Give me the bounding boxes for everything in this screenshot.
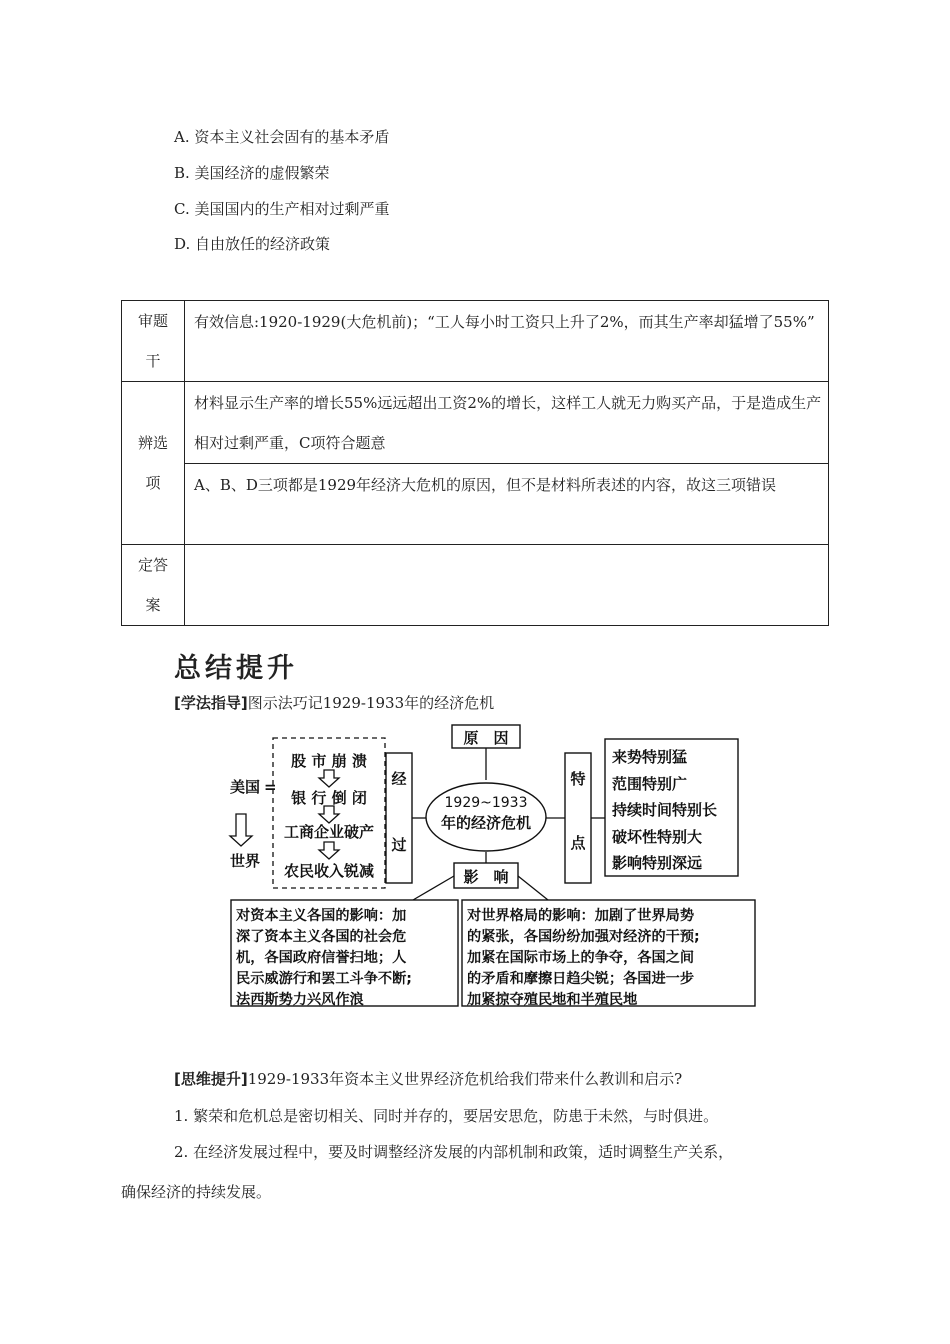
crisis-diagram	[228, 722, 758, 1012]
distinguish-text-c: 材料显示生产率的增长55%远远超出工资2%的增长，这样工人就无力购买产品，于是造成生产相对过剩严重，C项符合题意	[185, 382, 829, 464]
arrow-down-large-icon	[230, 814, 252, 846]
impact-right-line: 的紧张，各国纷纷加强对经济的干预;	[467, 929, 700, 945]
label-examine-stem: 审题干	[122, 301, 185, 382]
stage-business-bankrupt: 工商企业破产	[283, 823, 375, 841]
summary-heading: 总结提升	[174, 653, 298, 684]
arrow-down-icon	[319, 770, 339, 787]
option-b: B. 美国经济的虚假繁荣	[174, 164, 330, 182]
stage-stock-crash: 股 市 崩 溃	[291, 752, 367, 770]
impact-left-line: 法西斯势力兴风作浪	[236, 992, 364, 1008]
label-distinguish-options: 辨选项	[122, 382, 185, 545]
impact-right-line: 对世界格局的影响：加剧了世界局势	[467, 908, 695, 924]
method-guide-text: 图示法巧记1929-1933年的经济危机	[247, 694, 495, 712]
arrow-down-icon	[319, 842, 339, 859]
feature-char-2: 点	[570, 834, 586, 852]
arrow-down-icon	[319, 806, 339, 823]
impact-left-line: 深了资本主义各国的社会危	[236, 929, 407, 945]
label-world: 世界	[230, 852, 261, 870]
impact-right-line: 的矛盾和摩擦日趋尖锐；各国进一步	[467, 971, 695, 987]
option-d: D. 自由放任的经济政策	[174, 235, 331, 253]
impact-left-line: 对资本主义各国的影响：加	[236, 908, 407, 924]
process-char-2: 过	[391, 836, 407, 854]
feature-item: 影响特别深远	[612, 854, 703, 872]
label-answer: 定答案	[122, 545, 185, 626]
thinking-question-text: 1929-1933年资本主义世界经济危机给我们带来什么教训和启示?	[247, 1070, 683, 1088]
lesson-2: 2. 在经济发展过程中，要及时调整经济发展的内部机制和政策，适时调整生产关系，	[174, 1143, 734, 1161]
impact-left-line: 机，各国政府信誉扫地；人	[236, 950, 407, 966]
impact-right-line: 加紧掠夺殖民地和半殖民地	[467, 992, 638, 1008]
examine-stem-text: 有效信息:1920-1929(大危机前)；“工人每小时工资只上升了2%，而其生产率却猛增了55%”	[185, 301, 829, 382]
equals-mark: =	[264, 778, 277, 796]
analysis-table	[121, 300, 829, 626]
cause-label: 原 因	[463, 729, 509, 747]
distinguish-text-abd: A、B、D三项都是1929年经济大危机的原因，但不是材料所表述的内容，故这三项错误	[185, 464, 829, 545]
thinking-question	[174, 1069, 682, 1089]
method-guide-tag: [学法指导]	[174, 694, 248, 712]
process-char-1: 经	[391, 770, 407, 788]
stage-farmer-income: 农民收入锐减	[283, 862, 375, 880]
feature-item: 来势特别猛	[612, 748, 688, 766]
thinking-tag: [思维提升]	[174, 1070, 248, 1088]
option-a: A. 资本主义社会固有的基本矛盾	[174, 128, 390, 146]
stage-bank-failure: 银 行 倒 闭	[291, 789, 367, 807]
option-c: C. 美国国内的生产相对过剩严重	[174, 200, 390, 218]
center-title: 年的经济危机	[440, 814, 532, 832]
feature-char-1: 特	[570, 770, 586, 788]
answer-text	[185, 545, 829, 626]
lesson-1: 1. 繁荣和危机总是密切相关、同时并存的，要居安思危，防患于未然，与时俱进。	[174, 1107, 719, 1125]
label-us: 美国	[230, 778, 261, 796]
impact-label: 影 响	[463, 868, 509, 886]
method-guide	[174, 693, 494, 713]
lesson-2-tail: 确保经济的持续发展。	[121, 1183, 272, 1201]
impact-right-line: 加紧在国际市场上的争夺，各国之间	[467, 950, 695, 966]
feature-item: 持续时间特别长	[612, 801, 718, 819]
impact-left-line: 民示威游行和罢工斗争不断;	[236, 971, 412, 987]
feature-item: 范围特别广	[612, 775, 688, 793]
feature-item: 破坏性特别大	[612, 828, 703, 846]
center-years: 1929~1933	[444, 795, 528, 811]
